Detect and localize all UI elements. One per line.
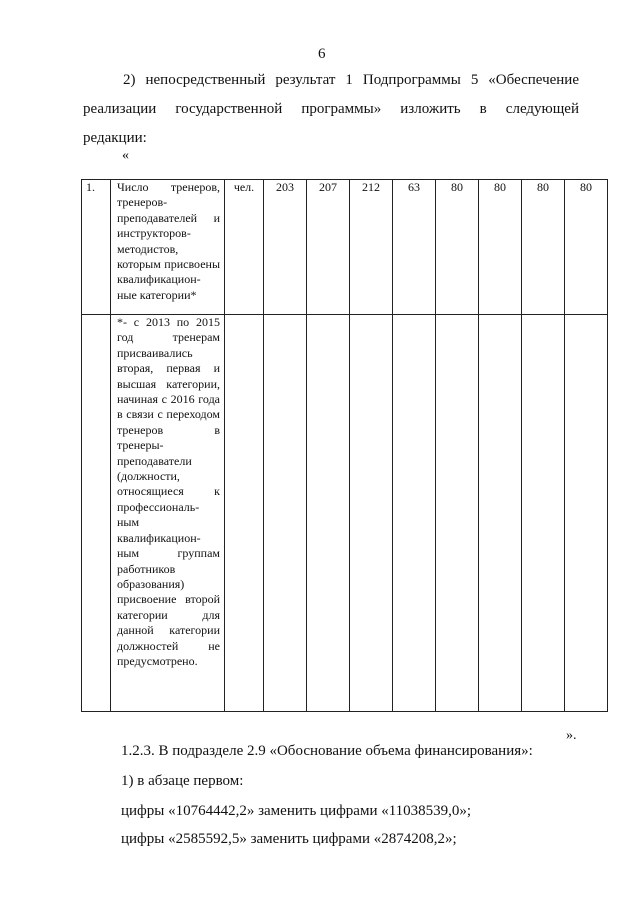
footnote-text: *- с 2013 по 2015 год тренерам присваивались вторая, первая и высшая категории, начиная с 2016 года в связи с переходом тренеров в тренеры-преподаватели (должности, относящиеся к профессиональ-ным квалификацион-ным группам работников образования) присвоение второй категории для данной категории должностей не предусмотрено. [117,315,220,668]
unit-cell: чел. [225,180,264,315]
empty-cell [522,315,565,712]
subitem-paragraph: 1) в абзаце первом: [121,773,244,789]
intro-line-1: 2) непосредственный результат 1 Подпрограммы 5 «Обеспечение [123,72,579,88]
empty-cell [225,315,264,712]
value-cell: 80 [436,180,479,315]
empty-cell [350,315,393,712]
row-name: Число тренеров, тренеров-преподавателей и инструкторов-методистов, которым присвоены квалификацион-ные категории* [117,180,220,302]
value-cell: 212 [350,180,393,315]
empty-cell [264,315,307,712]
empty-cell [479,315,522,712]
replacement-paragraph-1: цифры «10764442,2» заменить цифрами «11038539,0»; [121,803,472,819]
intro-paragraph [83,66,579,153]
empty-cell [82,315,111,712]
row-number: 1. [82,180,111,315]
data-table [81,179,608,712]
value-cell: 80 [565,180,608,315]
table-row [82,315,608,712]
empty-cell [565,315,608,712]
value-cell: 63 [393,180,436,315]
value-cell: 207 [307,180,350,315]
closing-quote: ». [566,728,577,743]
value-cell: 80 [522,180,565,315]
value-cell: 203 [264,180,307,315]
note-cell [111,315,225,712]
empty-cell [436,315,479,712]
empty-cell [393,315,436,712]
intro-line-3: редакции: [83,130,147,146]
opening-quote: « [122,148,129,163]
table-row [82,180,608,315]
section-heading-paragraph: 1.2.3. В подразделе 2.9 «Обоснование объема финансирования»: [121,743,533,759]
empty-cell [307,315,350,712]
intro-line-2: реализации государственной программы» изложить в следующей [83,101,579,117]
replacement-paragraph-2: цифры «2585592,5» заменить цифрами «2874208,2»; [121,831,457,847]
row-name-cell [111,180,225,315]
page-number: 6 [318,46,326,62]
value-cell: 80 [479,180,522,315]
